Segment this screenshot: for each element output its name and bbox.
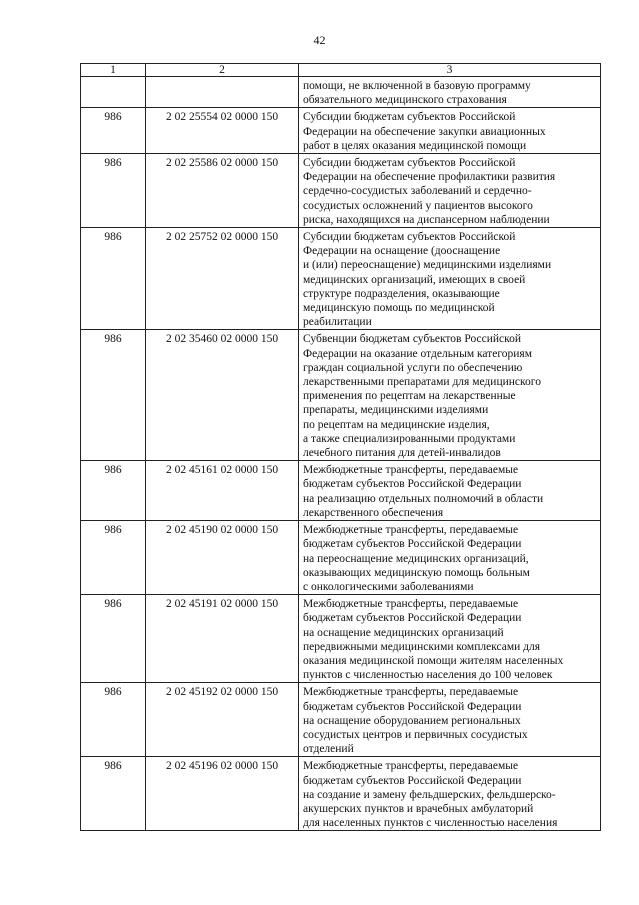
description-cell — [299, 330, 601, 461]
admin-code-cell: 986 — [81, 683, 146, 757]
description-cell — [299, 757, 601, 831]
table-row — [81, 108, 601, 154]
description-cell — [299, 461, 601, 521]
table-row — [81, 683, 601, 757]
revenue-code-cell: 2 02 45190 02 0000 150 — [146, 521, 299, 595]
column-header-1: 1 — [81, 64, 146, 77]
column-header-2: 2 — [146, 64, 299, 77]
table-row — [81, 595, 601, 683]
revenue-code-cell — [146, 77, 299, 108]
revenue-code-cell: 2 02 45191 02 0000 150 — [146, 595, 299, 683]
description-cell — [299, 108, 601, 154]
table-row — [81, 228, 601, 330]
table-header-row — [81, 64, 601, 77]
admin-code-cell: 986 — [81, 757, 146, 831]
budget-codes-table — [80, 63, 601, 831]
admin-code-cell: 986 — [81, 461, 146, 521]
revenue-code-cell: 2 02 45161 02 0000 150 — [146, 461, 299, 521]
description-text: Субсидии бюджетам субъектов Российской Федерации на обеспечение профилактики развития сердечно-сосудистых заболеваний и сердечно- сосудистых осложнений у пациентов высокого риска, находящихся на диспансерном наблюдении — [303, 157, 556, 226]
admin-code-cell: 986 — [81, 228, 146, 330]
admin-code-cell: 986 — [81, 595, 146, 683]
revenue-code-cell: 2 02 45192 02 0000 150 — [146, 683, 299, 757]
revenue-code-cell: 2 02 25752 02 0000 150 — [146, 228, 299, 330]
description-text: помощи, не включенной в базовую программу обязательного медицинского страхования — [303, 80, 531, 107]
table-row — [81, 521, 601, 595]
admin-code-cell: 986 — [81, 330, 146, 461]
table-row — [81, 757, 601, 831]
admin-code-cell: 986 — [81, 108, 146, 154]
revenue-code-cell: 2 02 25586 02 0000 150 — [146, 154, 299, 228]
description-cell — [299, 595, 601, 683]
description-cell — [299, 228, 601, 330]
table-row — [81, 461, 601, 521]
description-text: Межбюджетные трансферты, передаваемые бюджетам субъектов Российской Федерации на оснащение оборудованием региональных сосудистых центров и первичных сосудистых отделений — [303, 686, 528, 756]
admin-code-cell: 986 — [81, 521, 146, 595]
admin-code-cell — [81, 77, 146, 108]
admin-code-cell: 986 — [81, 154, 146, 228]
description-cell — [299, 77, 601, 108]
table-row — [81, 77, 601, 108]
description-text: Субсидии бюджетам субъектов Российской Федерации на обеспечение закупки авиационных работ в целях оказания медицинской помощи — [303, 111, 546, 152]
description-text: Межбюджетные трансферты, передаваемые бюджетам субъектов Российской Федерации на создание и замену фельдшерских, фельдшерско- акушерских пунктов и врачебных амбулаторий для населенных пунктов с численностью населения — [303, 760, 558, 830]
description-text: Межбюджетные трансферты, передаваемые бюджетам субъектов Российской Федерации на оснащение медицинских организаций передвижными медицинскими комплексами для оказания медицинской помощи жителям населенных пунктов с численностью населения до 100 человек — [303, 598, 564, 682]
table-row — [81, 154, 601, 228]
table-row — [81, 330, 601, 461]
revenue-code-cell: 2 02 45196 02 0000 150 — [146, 757, 299, 831]
description-text: Межбюджетные трансферты, передаваемые бюджетам субъектов Российской Федерации на реализацию отдельных полномочий в области лекарственного обеспечения — [303, 464, 544, 519]
description-text: Межбюджетные трансферты, передаваемые бюджетам субъектов Российской Федерации на переоснащение медицинских организаций, оказывающих медицинскую помощь больным с онкологическими заболеваниями — [303, 524, 530, 593]
description-cell — [299, 154, 601, 228]
column-header-3: 3 — [299, 64, 601, 77]
description-text: Субсидии бюджетам субъектов Российской Федерации на оснащение (дооснащение и (или) переоснащение) медицинскими изделиями медицинских организаций, имеющих в своей структуре подразделения, оказывающие медицинскую помощь по медицинской реабилитации — [303, 231, 552, 329]
description-cell — [299, 683, 601, 757]
description-text: Субвенции бюджетам субъектов Российской Федерации на оказание отдельным категориям граждан социальной услуги по обеспечению лекарственными препаратами для медицинского применения по рецептам на лекарственные препараты, медицинскими изделиями по рецептам на медицинские изделия, а также специализированными продуктами лечебного питания для детей-инвалидов — [303, 333, 541, 460]
page-number: 42 — [313, 33, 326, 47]
revenue-code-cell: 2 02 35460 02 0000 150 — [146, 330, 299, 461]
revenue-code-cell: 2 02 25554 02 0000 150 — [146, 108, 299, 154]
description-cell — [299, 521, 601, 595]
